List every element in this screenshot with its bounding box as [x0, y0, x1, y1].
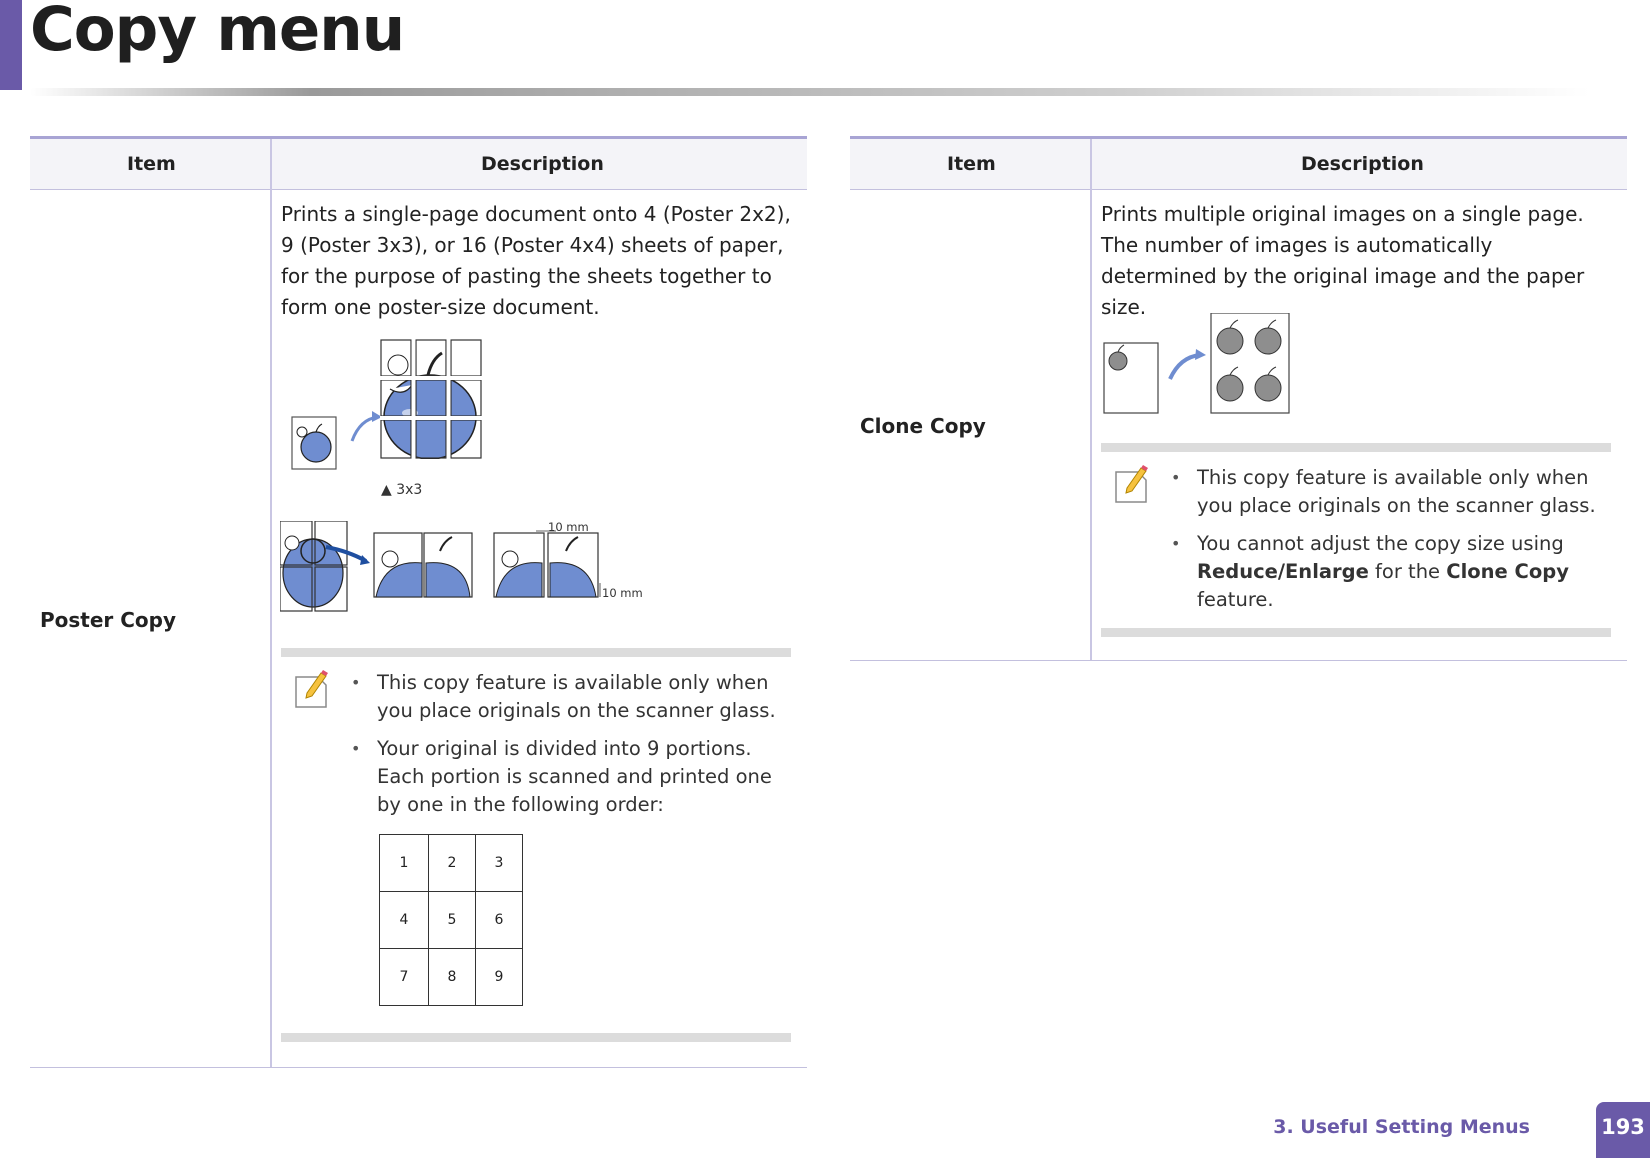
clone-copy-description: Prints multiple original images on a single page. The number of images is automatically determined by the original image and the paper size.: [1101, 202, 1585, 319]
clone-copy-name: Clone Copy: [860, 414, 986, 438]
note-pencil-icon: [1113, 464, 1151, 504]
poster-3x3-illustration: [280, 339, 500, 499]
clone-note-2-mid: for the: [1368, 560, 1447, 583]
order-cell: 5: [429, 892, 476, 949]
poster-overlap-illustration: [280, 521, 660, 621]
page-number: 193: [1596, 1102, 1650, 1158]
poster-note-1: • This copy feature is available only when you place originals on the scanner glass.: [351, 669, 781, 725]
poster-copy-description: Prints a single-page document onto 4 (Poster 2x2), 9 (Poster 3x3), or 16 (Poster 4x4) sheets of paper, for the purpose of pasting the sheets together to form one poster-size document.: [281, 202, 791, 319]
order-cell: 6: [476, 892, 523, 949]
clone-notes-list: [1171, 464, 1601, 624]
clone-copy-illustration: [1102, 313, 1302, 419]
order-cell: 4: [380, 892, 429, 949]
column-divider: [1090, 139, 1092, 660]
header-item: Item: [127, 153, 176, 175]
clone-note-1: • This copy feature is available only when you place originals on the scanner glass.: [1171, 464, 1601, 520]
order-cell: 7: [380, 949, 429, 1006]
clone-note-2-end: feature.: [1197, 588, 1274, 611]
order-cell: 3: [476, 835, 523, 892]
reduce-enlarge-term: Reduce/Enlarge: [1197, 560, 1369, 583]
clone-note-2-text: You cannot adjust the copy size using: [1197, 532, 1564, 555]
overlap-label-right: 10 mm: [602, 586, 643, 600]
table-header: [30, 139, 807, 190]
overlap-label-top: 10 mm: [548, 520, 589, 534]
clone-copy-table: [850, 136, 1627, 661]
table-header: [850, 139, 1627, 190]
title-accent-bar: [0, 0, 22, 90]
clone-note-box: [1101, 443, 1611, 637]
column-divider: [270, 139, 272, 1067]
order-cell: 2: [429, 835, 476, 892]
poster-note-box: [281, 648, 791, 1042]
clone-note-2: [1171, 530, 1601, 614]
poster-note-2: • Your original is divided into 9 portions. Each portion is scanned and printed one by one in the following order:: [351, 735, 781, 819]
note-pencil-icon: [293, 669, 331, 709]
order-cell: 8: [429, 949, 476, 1006]
footer-chapter: 3. Useful Setting Menus: [1273, 1116, 1530, 1138]
header-description: Description: [1301, 153, 1424, 175]
page-title: Copy menu: [30, 0, 405, 65]
header-description: Description: [481, 153, 604, 175]
poster-notes-list: [351, 669, 781, 829]
clone-copy-term: Clone Copy: [1446, 560, 1569, 583]
scan-order-grid: [379, 834, 523, 1006]
header-item: Item: [947, 153, 996, 175]
order-cell: 1: [380, 835, 429, 892]
poster-copy-name: Poster Copy: [40, 608, 177, 632]
order-cell: 9: [476, 949, 523, 1006]
poster-copy-table: [30, 136, 807, 1068]
poster-size-label: ▲ 3x3: [381, 482, 423, 498]
title-divider: [30, 88, 1590, 96]
